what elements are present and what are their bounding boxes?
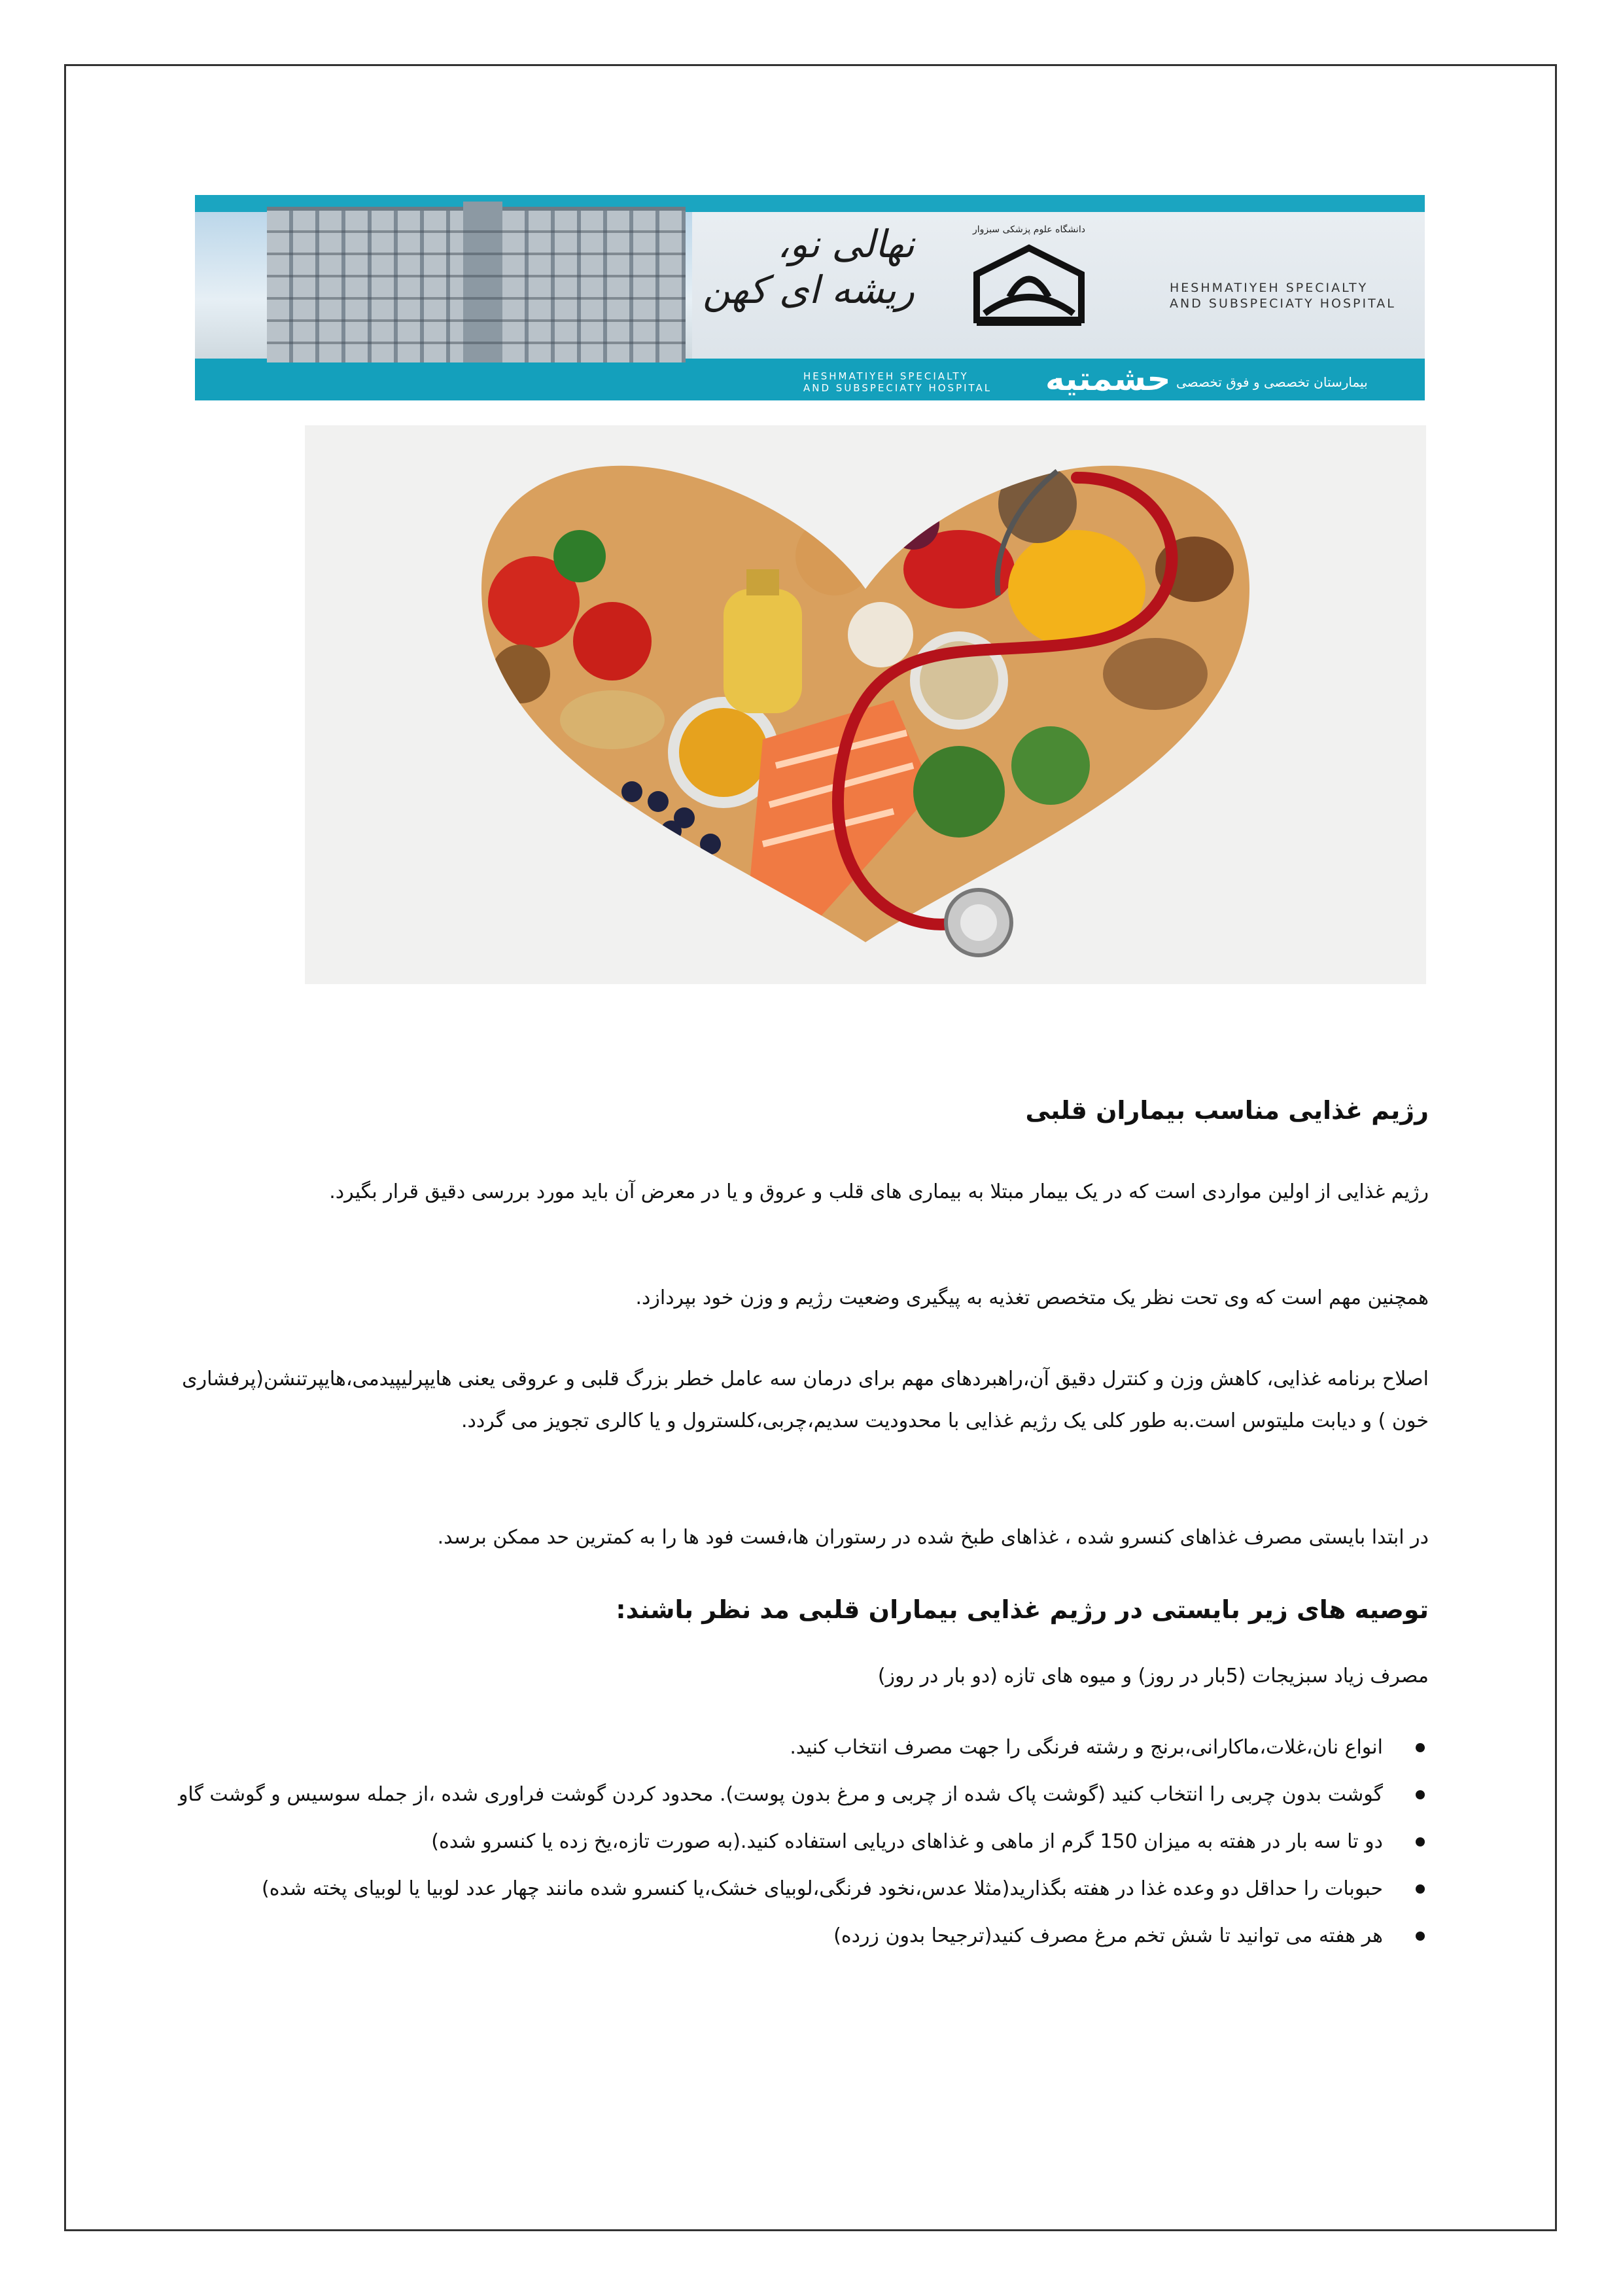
list-item: انواع نان،غلات،ماکارانی،برنج و رشته فرنگی را جهت مصرف انتخاب کنید. (160, 1727, 1429, 1768)
book-mosque-icon (970, 235, 1088, 333)
list-item: دو تا سه بار در هفته به میزان 150 گرم از ماهی و غذاهای دریایی استفاده کنید.(به صورت تازه،یخ زده یا کنسرو شده) (160, 1822, 1429, 1862)
hospital-building-photo (267, 207, 686, 362)
list-item: حبوبات را حداقل دو وعده غذا در هفته بگذارید(مثلا عدس،نخود فرنگی،لوبیای خشک،یا کنسرو شده مانند چهار عدد لوبیا یا لوبیای پخته شده) (160, 1869, 1429, 1909)
list-item: هر هفته می توانید تا شش تخم مرغ مصرف کنید(ترجیحا بدون زرده) (160, 1916, 1429, 1956)
article-title: رژیم غذایی مناسب بیماران قلبی (1025, 1096, 1429, 1125)
hospital-banner (195, 195, 1425, 400)
paragraph-2: همچنین مهم است که وی تحت نظر یک متخصص تغذیه به پیگیری وضعیت رژیم و وزن خود بپردازد. (635, 1286, 1429, 1309)
heart-food-photo (305, 425, 1426, 984)
bullet-icon (1416, 1790, 1425, 1799)
hospital-name-en-bottom: HESHMATIYEH SPECIALTY AND SUBSPECIATY HOSPITAL (803, 370, 992, 394)
logo-caption: دانشگاه علوم پزشکی سبزوار (973, 224, 1085, 235)
hospital-brand-subtitle: بیمارستان تخصصی و فوق تخصصی (1176, 374, 1368, 390)
slogan-line-1: نهالی نو، (777, 222, 915, 266)
list-item: گوشت بدون چربی را انتخاب کنید (گوشت پاک شده از چربی و مرغ بدون پوست). محدود کردن گوشت فراوری شده ،از جمله سوسیس و گوشت گاو (160, 1775, 1429, 1815)
bullet-icon (1416, 1743, 1425, 1752)
bullet-icon (1416, 1884, 1425, 1894)
recommendation-list (160, 1727, 1429, 1963)
banner-slogan (699, 221, 915, 345)
heart-food-illustration (305, 425, 1426, 984)
paragraph-1: رژیم غذایی از اولین مواردی است که در یک بیمار مبتلا به بیماری های قلب و عروق و یا در معرض آن باید مورد بررسی دقیق قرار بگیرد. (329, 1180, 1429, 1203)
bullet-icon (1416, 1837, 1425, 1846)
hospital-name-en: HESHMATIYEH SPECIALTY AND SUBSPECIATY HOSPITAL (1170, 281, 1396, 311)
slogan-line-2: ریشه ای کهن (703, 268, 915, 312)
university-logo (947, 224, 1111, 349)
intro-line: مصرف زیاد سبزیجات (5بار در روز) و میوه های تازه (دو بار در روز) (877, 1665, 1429, 1687)
paragraph-4: در ابتدا بایستی مصرف غذاهای کنسرو شده ، غذاهای طبخ شده در رستوران ها،فست فود ها را به کمترین حد ممکن برسد. (437, 1526, 1429, 1549)
recommendations-heading: توصیه های زیر بایستی در رژیم غذایی بیماران قلبی مد نظر باشند: (616, 1595, 1429, 1624)
hospital-brand: حشمتیه (1045, 360, 1171, 398)
bullet-icon (1416, 1932, 1425, 1941)
paragraph-3: اصلاح برنامه غذایی، کاهش وزن و کنترل دقیق آن،راهبردهای مهم برای درمان سه عامل خطر بزرگ قلبی و عروقی یعنی هایپرلیپیدمی،هایپرتنشن(پرفشاری خون ) و دیابت ملیتوس است.به طور کلی یک رژیم غذایی با محدودیت سدیم،چربی،کلسترول و یا کالری تجویز می گردد. (182, 1368, 1429, 1432)
